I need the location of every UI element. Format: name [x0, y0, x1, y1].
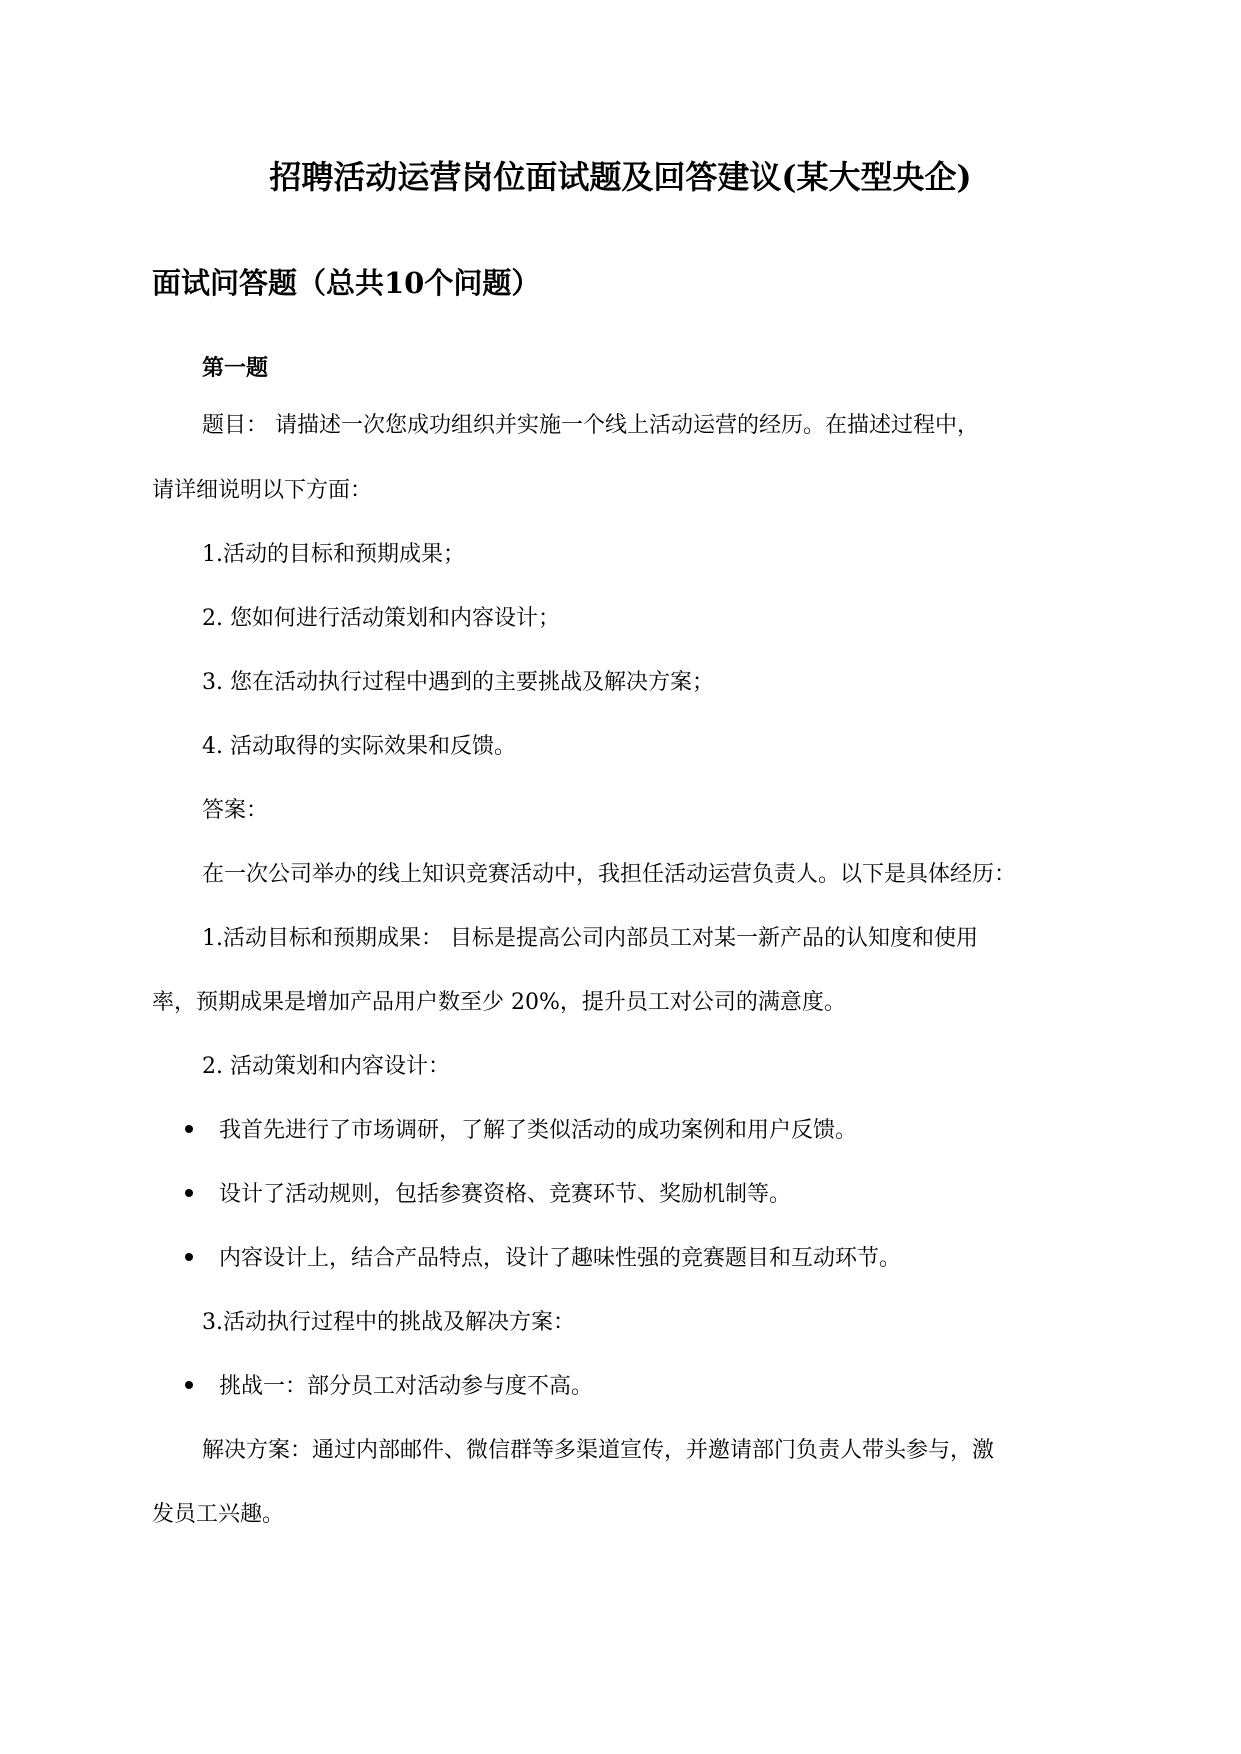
list-item — [185, 1115, 857, 1147]
list-item-text: 内容设计上，结合产品特点，设计了趣味性强的竞赛题目和互动环节。 — [219, 1246, 902, 1271]
bullet-icon — [185, 1125, 193, 1133]
list-item — [185, 1371, 593, 1403]
list-item — [185, 1243, 901, 1275]
solution-line-1: 解决方案：通过内部邮件、微信群等多渠道宣传，并邀请部门负责人带头参与，激 — [202, 1438, 995, 1463]
list-item-text: 设计了活动规则，包括参赛资格、竞赛环节、奖励机制等。 — [219, 1182, 792, 1207]
question-item: 3. 您在活动执行过程中遇到的主要挑战及解决方案； — [202, 670, 714, 695]
section-heading: 面试问答题（总共10个问题） — [152, 266, 541, 300]
solution-line-2: 发员工兴趣。 — [152, 1502, 285, 1527]
question-line-2: 请详细说明以下方面： — [152, 478, 373, 503]
answer-1-line-1: 1.活动目标和预期成果： 目标是提高公司内部员工对某一新产品的认知度和使用 — [202, 926, 978, 951]
document-title: 招聘活动运营岗位面试题及回答建议(某大型央企) — [269, 158, 972, 196]
list-item — [185, 1179, 791, 1211]
answer-label: 答案： — [202, 798, 269, 823]
list-item-text: 我首先进行了市场调研，了解了类似活动的成功案例和用户反馈。 — [219, 1118, 858, 1143]
answer-3-heading: 3.活动执行过程中的挑战及解决方案： — [202, 1310, 575, 1335]
question-item: 1.活动的目标和预期成果； — [202, 542, 465, 567]
bullet-icon — [185, 1253, 193, 1261]
question-heading: 第一题 — [202, 355, 269, 381]
answer-intro: 在一次公司举办的线上知识竞赛活动中，我担任活动运营负责人。以下是具体经历： — [202, 862, 1017, 887]
answer-1-line-2: 率，预期成果是增加产品用户数至少 20%，提升员工对公司的满意度。 — [152, 990, 846, 1015]
list-item-text: 挑战一：部分员工对活动参与度不高。 — [219, 1374, 594, 1399]
question-line-1: 题目： 请描述一次您成功组织并实施一个线上活动运营的经历。在描述过程中， — [202, 413, 979, 438]
bullet-icon — [185, 1381, 193, 1389]
question-item: 2. 您如何进行活动策划和内容设计； — [202, 606, 560, 631]
question-item: 4. 活动取得的实际效果和反馈。 — [202, 734, 516, 759]
answer-2-heading: 2. 活动策划和内容设计： — [202, 1054, 450, 1079]
bullet-icon — [185, 1189, 193, 1197]
